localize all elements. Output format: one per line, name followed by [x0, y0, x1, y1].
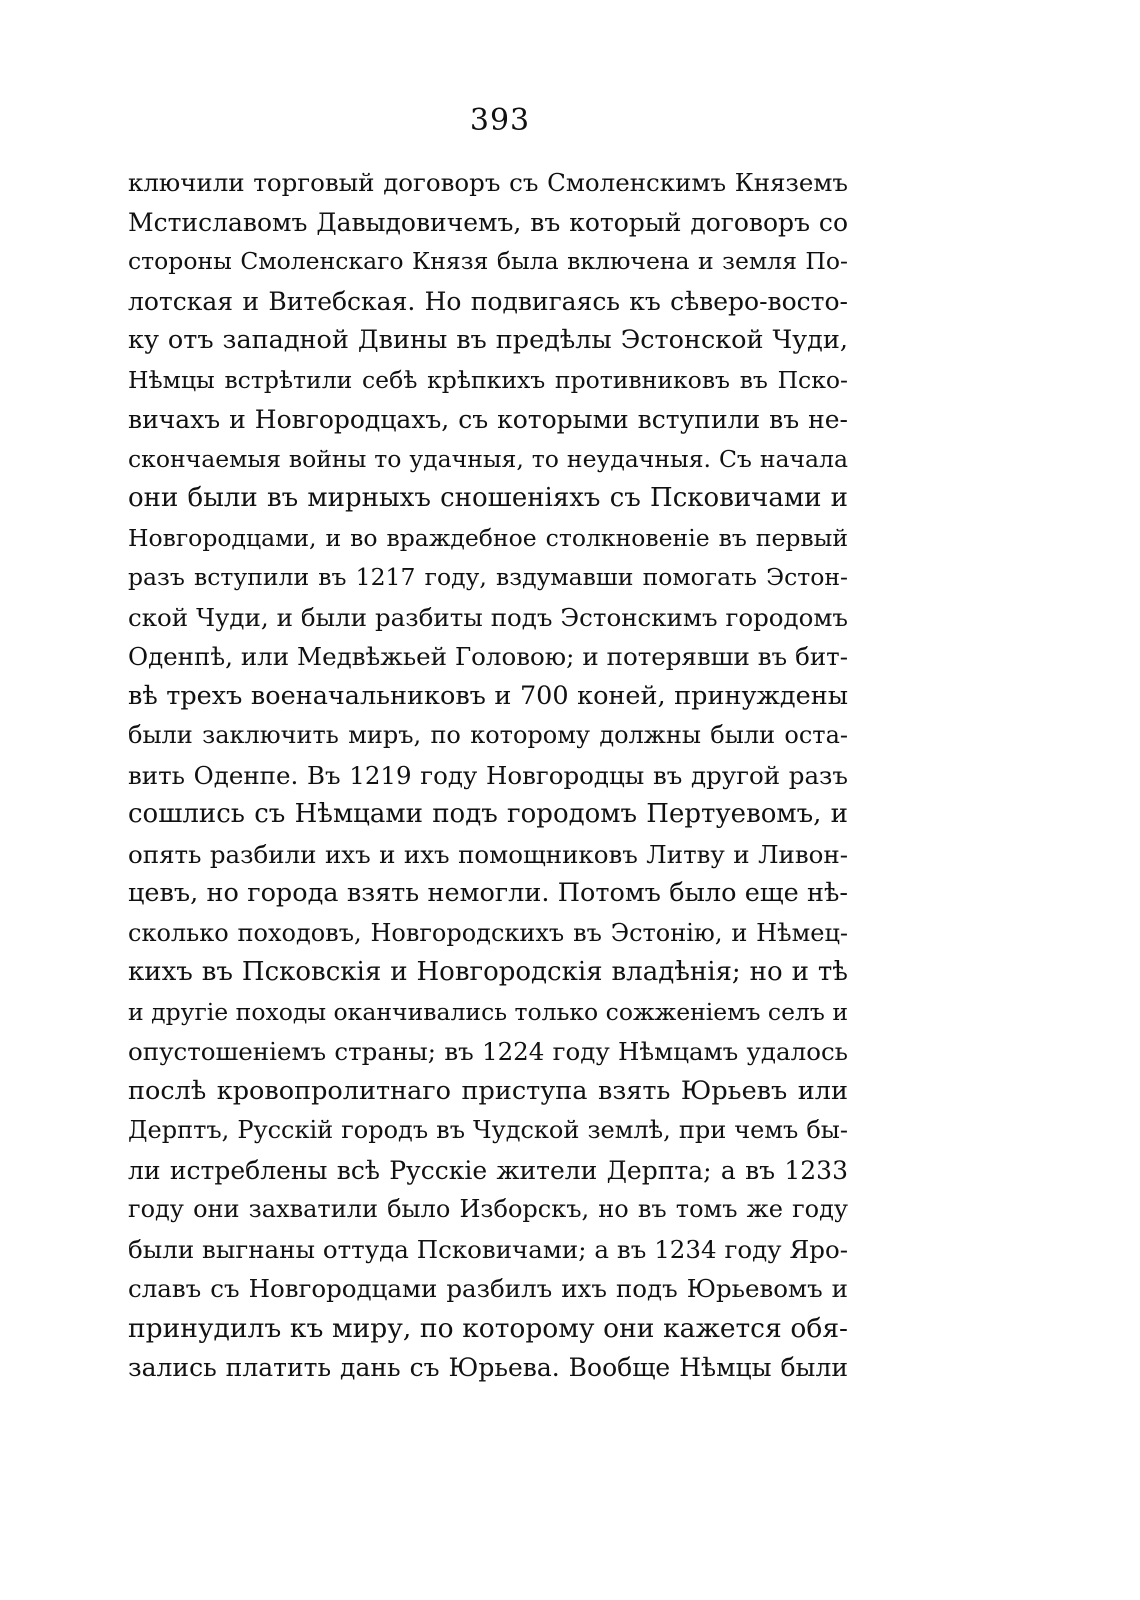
- text-line: сколько походовъ, Новгородскихъ въ Эстонію, и Нѣмец-: [128, 918, 848, 947]
- text-line: Новгородцами, и во враждебное столкновеніе въ первый: [128, 523, 848, 552]
- text-line: вичахъ и Новгородцахъ, съ которыми вступили въ не-: [128, 405, 848, 434]
- text-line: Нѣмцы встрѣтили себѣ крѣпкихъ противниковъ въ Пско-: [128, 365, 848, 394]
- text-line: они были въ мирныхъ сношеніяхъ съ Псковичами и: [128, 483, 848, 513]
- text-line: опять разбили ихъ и ихъ помощниковъ Литву и Ливон-: [128, 839, 848, 869]
- text-line: лотская и Витебская. Но подвигаясь къ сѣверо-восто-: [128, 286, 848, 316]
- text-line: году они захватили было Изборскъ, но въ томъ же году: [128, 1195, 848, 1223]
- text-line: славъ съ Новгородцами разбилъ ихъ подъ Юрьевомъ и: [128, 1274, 848, 1303]
- text-line: послѣ кровопролитнаго приступа взять Юрьевъ или: [128, 1075, 848, 1106]
- text-line: Мстиславомъ Давыдовичемъ, въ который договоръ со: [128, 207, 848, 237]
- text-line: разъ вступили въ 1217 году, вздумавши помогать Эстон-: [128, 563, 848, 591]
- body-text: [128, 163, 848, 1388]
- text-line: ли истреблены всѣ Русскіе жители Дерпта; а въ 1233: [128, 1155, 848, 1185]
- text-line: кихъ въ Псковскія и Новгородскія владѣнія; но и тѣ: [128, 957, 848, 987]
- text-line: и другіе походы оканчивались только сожженіемъ селъ и: [128, 997, 848, 1026]
- text-line: скончаемыя войны то удачныя, то неудачныя. Съ начала: [128, 444, 848, 473]
- text-line: вѣ трехъ военачальниковъ и 700 коней, принуждены: [128, 680, 848, 711]
- text-line: Оденпѣ, или Медвѣжьей Головою; и потерявши въ бит-: [128, 642, 848, 671]
- text-line: Дерптъ, Русскій городъ въ Чудской землѣ, при чемъ бы-: [128, 1116, 848, 1144]
- text-line: ключили торговый договоръ съ Смоленскимъ Княземъ: [128, 168, 848, 197]
- text-line: вить Оденпе. Въ 1219 году Новгородцы въ другой разъ: [128, 760, 848, 790]
- text-line: цевъ, но города взять немогли. Потомъ было еще нѣ-: [128, 878, 848, 908]
- text-line: принудилъ къ миру, по которому они кажется обя-: [128, 1312, 848, 1344]
- text-line: сошлись съ Нѣмцами подъ городомъ Пертуевомъ, и: [128, 799, 848, 829]
- text-line: опустошеніемъ страны; въ 1224 году Нѣмцамъ удалось: [128, 1037, 848, 1066]
- text-line: были заключить миръ, по которому должны были оста-: [128, 721, 848, 749]
- text-line: зались платить дань съ Юрьева. Вообще Нѣмцы были: [128, 1353, 848, 1382]
- text-line: ку отъ западной Двины въ предѣлы Эстонской Чуди,: [128, 325, 848, 355]
- text-line: ской Чуди, и были разбиты подъ Эстонскимъ городомъ: [128, 602, 848, 632]
- text-line: стороны Смоленскаго Князя была включена и земля По-: [128, 247, 848, 275]
- text-line: были выгнаны оттуда Псковичами; а въ 1234 году Яро-: [128, 1234, 848, 1264]
- page-number: 393: [469, 103, 531, 138]
